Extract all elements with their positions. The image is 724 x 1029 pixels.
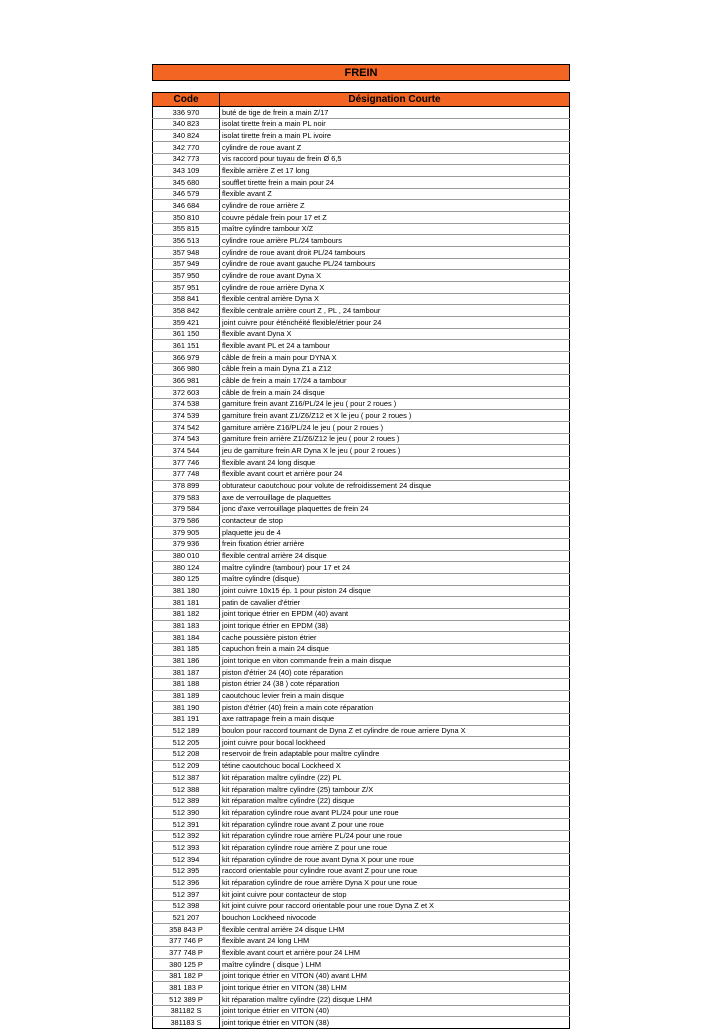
part-designation: flexible avant 24 long LHM: [220, 935, 570, 947]
part-code: 358 843 P: [153, 924, 220, 936]
part-code: 379 905: [153, 527, 220, 539]
part-designation: kit réparation cylindre de roue arrière Dyna X pour une roue: [220, 877, 570, 889]
part-designation: câble de frein a main 17/24 a tambour: [220, 375, 570, 387]
part-designation: joint torique étrier en EPDM (40) avant: [220, 608, 570, 620]
table-row: [153, 562, 570, 574]
part-code: 374 542: [153, 422, 220, 434]
part-code: 512 392: [153, 830, 220, 842]
part-code: 512 209: [153, 760, 220, 772]
part-designation: flexible avant court et arrière pour 24: [220, 468, 570, 480]
part-designation: boulon pour raccord tournant de Dyna Z et cylindre de roue arriere Dyna X: [220, 725, 570, 737]
part-designation: flexible arrière Z et 17 long: [220, 165, 570, 177]
part-designation: soufflet tirette frein a main pour 24: [220, 177, 570, 189]
table-row: [153, 807, 570, 819]
part-designation: câble de frein a main pour DYNA X: [220, 352, 570, 364]
part-code: 380 125: [153, 573, 220, 585]
table-row: [153, 107, 570, 119]
part-code: 342 773: [153, 153, 220, 165]
part-code: 512 389: [153, 795, 220, 807]
part-code: 381 182: [153, 608, 220, 620]
part-designation: garniture frein avant Z1/Z6/Z12 et X le jeu ( pour 2 roues ): [220, 410, 570, 422]
table-row: [153, 772, 570, 784]
table-row: [153, 188, 570, 200]
part-designation: obturateur caoutchouc pour volute de refroidissement 24 disque: [220, 480, 570, 492]
part-designation: joint torique étrier en EPDM (38): [220, 620, 570, 632]
part-designation: flexible central arrière Dyna X: [220, 293, 570, 305]
part-code: 343 109: [153, 165, 220, 177]
part-designation: axe de verrouillage de plaquettes: [220, 492, 570, 504]
part-code: 355 815: [153, 223, 220, 235]
table-row: [153, 212, 570, 224]
table-row: [153, 433, 570, 445]
part-designation: joint cuivre 10x15 ép. 1 pour piston 24 disque: [220, 585, 570, 597]
part-code: 379 936: [153, 538, 220, 550]
part-code: 379 586: [153, 515, 220, 527]
part-code: 374 543: [153, 433, 220, 445]
part-code: 358 841: [153, 293, 220, 305]
part-designation: cylindre de roue arrière Dyna X: [220, 282, 570, 294]
part-code: 512 391: [153, 818, 220, 830]
table-row: [153, 118, 570, 130]
part-designation: couvre pédale frein pour 17 et Z: [220, 212, 570, 224]
part-code: 512 208: [153, 748, 220, 760]
part-designation: jeu de garniture frein AR Dyna X le jeu ( pour 2 roues ): [220, 445, 570, 457]
part-code: 359 421: [153, 317, 220, 329]
part-designation: isolat tirette frein a main PL ivoire: [220, 130, 570, 142]
part-code: 381 183 P: [153, 982, 220, 994]
part-code: 512 389 P: [153, 994, 220, 1006]
table-row: [153, 573, 570, 585]
table-row: [153, 865, 570, 877]
part-code: 374 539: [153, 410, 220, 422]
table-row: [153, 620, 570, 632]
part-designation: joint torique étrier en VITON (40) avant LHM: [220, 970, 570, 982]
part-code: 380 124: [153, 562, 220, 574]
table-row: [153, 457, 570, 469]
part-designation: buté de tige de frein a main Z/17: [220, 107, 570, 119]
part-code: 380 125 P: [153, 959, 220, 971]
part-designation: câble de frein a main 24 disque: [220, 387, 570, 399]
part-code: 381 188: [153, 678, 220, 690]
table-row: [153, 678, 570, 690]
part-designation: kit réparation maître cylindre (22) PL: [220, 772, 570, 784]
part-code: 345 680: [153, 177, 220, 189]
part-designation: flexible avant Dyna X: [220, 328, 570, 340]
part-code: 381 183: [153, 620, 220, 632]
part-designation: cylindre roue arrière PL/24 tambours: [220, 235, 570, 247]
part-code: 380 010: [153, 550, 220, 562]
part-designation: kit joint cuivre pour raccord orientable pour une roue Dyna Z et X: [220, 900, 570, 912]
table-row: [153, 515, 570, 527]
part-designation: flexible central arrière 24 disque: [220, 550, 570, 562]
part-designation: vis raccord pour tuyau de frein Ø 6,5: [220, 153, 570, 165]
table-row: [153, 375, 570, 387]
part-designation: joint torique étrier en VITON (38): [220, 1017, 570, 1029]
part-designation: piston d'étrier (40) frein a main cote réparation: [220, 702, 570, 714]
part-code: 336 970: [153, 107, 220, 119]
part-designation: flexible avant PL et 24 a tambour: [220, 340, 570, 352]
part-designation: flexible central arrière 24 disque LHM: [220, 924, 570, 936]
part-code: 346 684: [153, 200, 220, 212]
table-row: [153, 632, 570, 644]
part-code: 379 584: [153, 503, 220, 515]
part-code: 512 393: [153, 842, 220, 854]
table-row: [153, 410, 570, 422]
part-code: 381 186: [153, 655, 220, 667]
part-code: 361 150: [153, 328, 220, 340]
table-row: [153, 597, 570, 609]
table-row: [153, 912, 570, 924]
part-designation: capuchon frein a main 24 disque: [220, 643, 570, 655]
part-designation: bouchon Lockheed nivocode: [220, 912, 570, 924]
part-code: 379 583: [153, 492, 220, 504]
table-row: [153, 737, 570, 749]
part-code: 381 187: [153, 667, 220, 679]
part-code: 512 396: [153, 877, 220, 889]
part-designation: cylindre de roue avant Z: [220, 142, 570, 154]
table-row: [153, 258, 570, 270]
part-designation: kit réparation maître cylindre (22) disque: [220, 795, 570, 807]
part-code: 512 395: [153, 865, 220, 877]
table-row: [153, 924, 570, 936]
part-designation: câble frein a main Dyna Z1 a Z12: [220, 363, 570, 375]
part-designation: cylindre de roue avant droit PL/24 tambours: [220, 247, 570, 259]
table-row: [153, 398, 570, 410]
part-code: 381 181: [153, 597, 220, 609]
table-row: [153, 994, 570, 1006]
part-code: 512 397: [153, 889, 220, 901]
table-row: [153, 165, 570, 177]
part-code: 381 185: [153, 643, 220, 655]
part-designation: caoutchouc levier frein a main disque: [220, 690, 570, 702]
part-designation: joint cuivre pour éténchéité flexible/étrier pour 24: [220, 317, 570, 329]
table-row: [153, 725, 570, 737]
table-row: [153, 492, 570, 504]
table-row: [153, 702, 570, 714]
table-row: [153, 877, 570, 889]
table-body: [153, 107, 570, 1029]
part-designation: kit réparation cylindre roue arrière Z pour une roue: [220, 842, 570, 854]
table-row: [153, 900, 570, 912]
part-code: 512 394: [153, 854, 220, 866]
part-designation: garniture frein arrière Z1/Z6/Z12 le jeu ( pour 2 roues ): [220, 433, 570, 445]
parts-table: [152, 92, 570, 1029]
table-row: [153, 643, 570, 655]
table-row: [153, 947, 570, 959]
table-row: [153, 830, 570, 842]
table-row: [153, 655, 570, 667]
part-code: 357 951: [153, 282, 220, 294]
part-code: 372 603: [153, 387, 220, 399]
part-code: 381 184: [153, 632, 220, 644]
part-designation: kit réparation cylindre de roue avant Dyna X pour une roue: [220, 854, 570, 866]
table-row: [153, 970, 570, 982]
part-designation: axe rattrapage frein a main disque: [220, 713, 570, 725]
table-row: [153, 795, 570, 807]
table-row: [153, 889, 570, 901]
table-row: [153, 387, 570, 399]
part-code: 340 824: [153, 130, 220, 142]
part-designation: cylindre de roue arrière Z: [220, 200, 570, 212]
part-designation: isolat tirette frein a main PL noir: [220, 118, 570, 130]
part-designation: patin de cavalier d'étrier: [220, 597, 570, 609]
part-designation: cache poussière piston étrier: [220, 632, 570, 644]
part-code: 512 205: [153, 737, 220, 749]
part-designation: cylindre de roue avant Dyna X: [220, 270, 570, 282]
table-row: [153, 340, 570, 352]
part-code: 512 390: [153, 807, 220, 819]
part-code: 357 948: [153, 247, 220, 259]
part-code: 366 979: [153, 352, 220, 364]
table-row: [153, 585, 570, 597]
part-designation: joint torique étrier en VITON (38) LHM: [220, 982, 570, 994]
table-row: [153, 527, 570, 539]
part-code: 381 182 P: [153, 970, 220, 982]
table-row: [153, 468, 570, 480]
part-designation: joint torique étrier en VITON (40): [220, 1005, 570, 1017]
table-row: [153, 690, 570, 702]
column-header-code: Code: [153, 93, 220, 107]
part-code: 374 538: [153, 398, 220, 410]
part-designation: flexible centrale arrière court Z , PL , 24 tambour: [220, 305, 570, 317]
table-row: [153, 982, 570, 994]
table-row: [153, 363, 570, 375]
part-designation: maître cylindre (tambour) pour 17 et 24: [220, 562, 570, 574]
table-row: [153, 842, 570, 854]
part-code: 381 180: [153, 585, 220, 597]
table-row: [153, 1017, 570, 1029]
part-designation: piston étrier 24 (38 ) cote réparation: [220, 678, 570, 690]
part-designation: flexible avant court et arrière pour 24 LHM: [220, 947, 570, 959]
part-code: 512 189: [153, 725, 220, 737]
table-row: [153, 293, 570, 305]
table-row: [153, 328, 570, 340]
part-designation: flexible avant Z: [220, 188, 570, 200]
part-designation: plaquette jeu de 4: [220, 527, 570, 539]
table-row: [153, 223, 570, 235]
part-designation: joint cuivre pour bocal lockheed: [220, 737, 570, 749]
part-code: 357 949: [153, 258, 220, 270]
part-designation: flexible avant 24 long disque: [220, 457, 570, 469]
part-designation: maître cylindre ( disque ) LHM: [220, 959, 570, 971]
part-code: 366 981: [153, 375, 220, 387]
part-code: 340 823: [153, 118, 220, 130]
table-header-row: [153, 93, 570, 107]
part-code: 512 387: [153, 772, 220, 784]
table-row: [153, 748, 570, 760]
table-row: [153, 247, 570, 259]
table-row: [153, 422, 570, 434]
part-code: 377 748: [153, 468, 220, 480]
table-row: [153, 1005, 570, 1017]
table-row: [153, 667, 570, 679]
table-row: [153, 270, 570, 282]
part-code: 381 191: [153, 713, 220, 725]
table-row: [153, 305, 570, 317]
table-row: [153, 480, 570, 492]
table-row: [153, 503, 570, 515]
table-row: [153, 818, 570, 830]
part-designation: garniture arrière Z16/PL/24 le jeu ( pour 2 roues ): [220, 422, 570, 434]
part-code: 377 746 P: [153, 935, 220, 947]
part-code: 381183 S: [153, 1017, 220, 1029]
part-designation: maître cylindre tambour X/Z: [220, 223, 570, 235]
part-designation: kit réparation maître cylindre (22) disque LHM: [220, 994, 570, 1006]
part-designation: maître cylindre (disque): [220, 573, 570, 585]
part-code: 512 398: [153, 900, 220, 912]
table-row: [153, 935, 570, 947]
table-row: [153, 538, 570, 550]
part-designation: garniture frein avant Z16/PL/24 le jeu ( pour 2 roues ): [220, 398, 570, 410]
table-row: [153, 550, 570, 562]
part-code: 381182 S: [153, 1005, 220, 1017]
part-designation: tétine caoutchouc bocal Lockheed X: [220, 760, 570, 772]
part-code: 358 842: [153, 305, 220, 317]
part-code: 361 151: [153, 340, 220, 352]
table-row: [153, 783, 570, 795]
part-code: 350 810: [153, 212, 220, 224]
table-row: [153, 608, 570, 620]
part-code: 381 190: [153, 702, 220, 714]
part-designation: contacteur de stop: [220, 515, 570, 527]
part-code: 377 746: [153, 457, 220, 469]
part-code: 366 980: [153, 363, 220, 375]
table-row: [153, 235, 570, 247]
part-code: 512 388: [153, 783, 220, 795]
table-row: [153, 713, 570, 725]
column-header-designation: Désignation Courte: [220, 93, 570, 107]
table-row: [153, 177, 570, 189]
table-row: [153, 130, 570, 142]
table-row: [153, 959, 570, 971]
part-designation: kit réparation maître cylindre (25) tambour Z/X: [220, 783, 570, 795]
part-code: 521 207: [153, 912, 220, 924]
page-title: FREIN: [152, 64, 570, 81]
part-designation: reservoir de frein adaptable pour maître cylindre: [220, 748, 570, 760]
part-code: 378 899: [153, 480, 220, 492]
table-row: [153, 760, 570, 772]
table-row: [153, 142, 570, 154]
part-designation: kit réparation cylindre roue arrière PL/24 pour une roue: [220, 830, 570, 842]
table-row: [153, 200, 570, 212]
table-row: [153, 153, 570, 165]
part-designation: cylindre de roue avant gauche PL/24 tambours: [220, 258, 570, 270]
part-code: 342 770: [153, 142, 220, 154]
table-row: [153, 445, 570, 457]
table-row: [153, 282, 570, 294]
part-code: 374 544: [153, 445, 220, 457]
part-code: 356 513: [153, 235, 220, 247]
part-code: 346 579: [153, 188, 220, 200]
part-designation: joint torique en viton commande frein a main disque: [220, 655, 570, 667]
part-designation: kit réparation cylindre roue avant PL/24 pour une roue: [220, 807, 570, 819]
part-code: 381 189: [153, 690, 220, 702]
part-designation: jonc d'axe verrouillage plaquettes de frein 24: [220, 503, 570, 515]
part-designation: raccord orientable pour cylindre roue avant Z pour une roue: [220, 865, 570, 877]
table-row: [153, 317, 570, 329]
part-designation: kit joint cuivre pour contacteur de stop: [220, 889, 570, 901]
part-designation: frein fixation étrier arrière: [220, 538, 570, 550]
part-designation: kit réparation cylindre roue avant Z pour une roue: [220, 818, 570, 830]
part-code: 357 950: [153, 270, 220, 282]
part-code: 377 748 P: [153, 947, 220, 959]
table-row: [153, 854, 570, 866]
table-row: [153, 352, 570, 364]
part-designation: piston d'étrier 24 (40) cote réparation: [220, 667, 570, 679]
